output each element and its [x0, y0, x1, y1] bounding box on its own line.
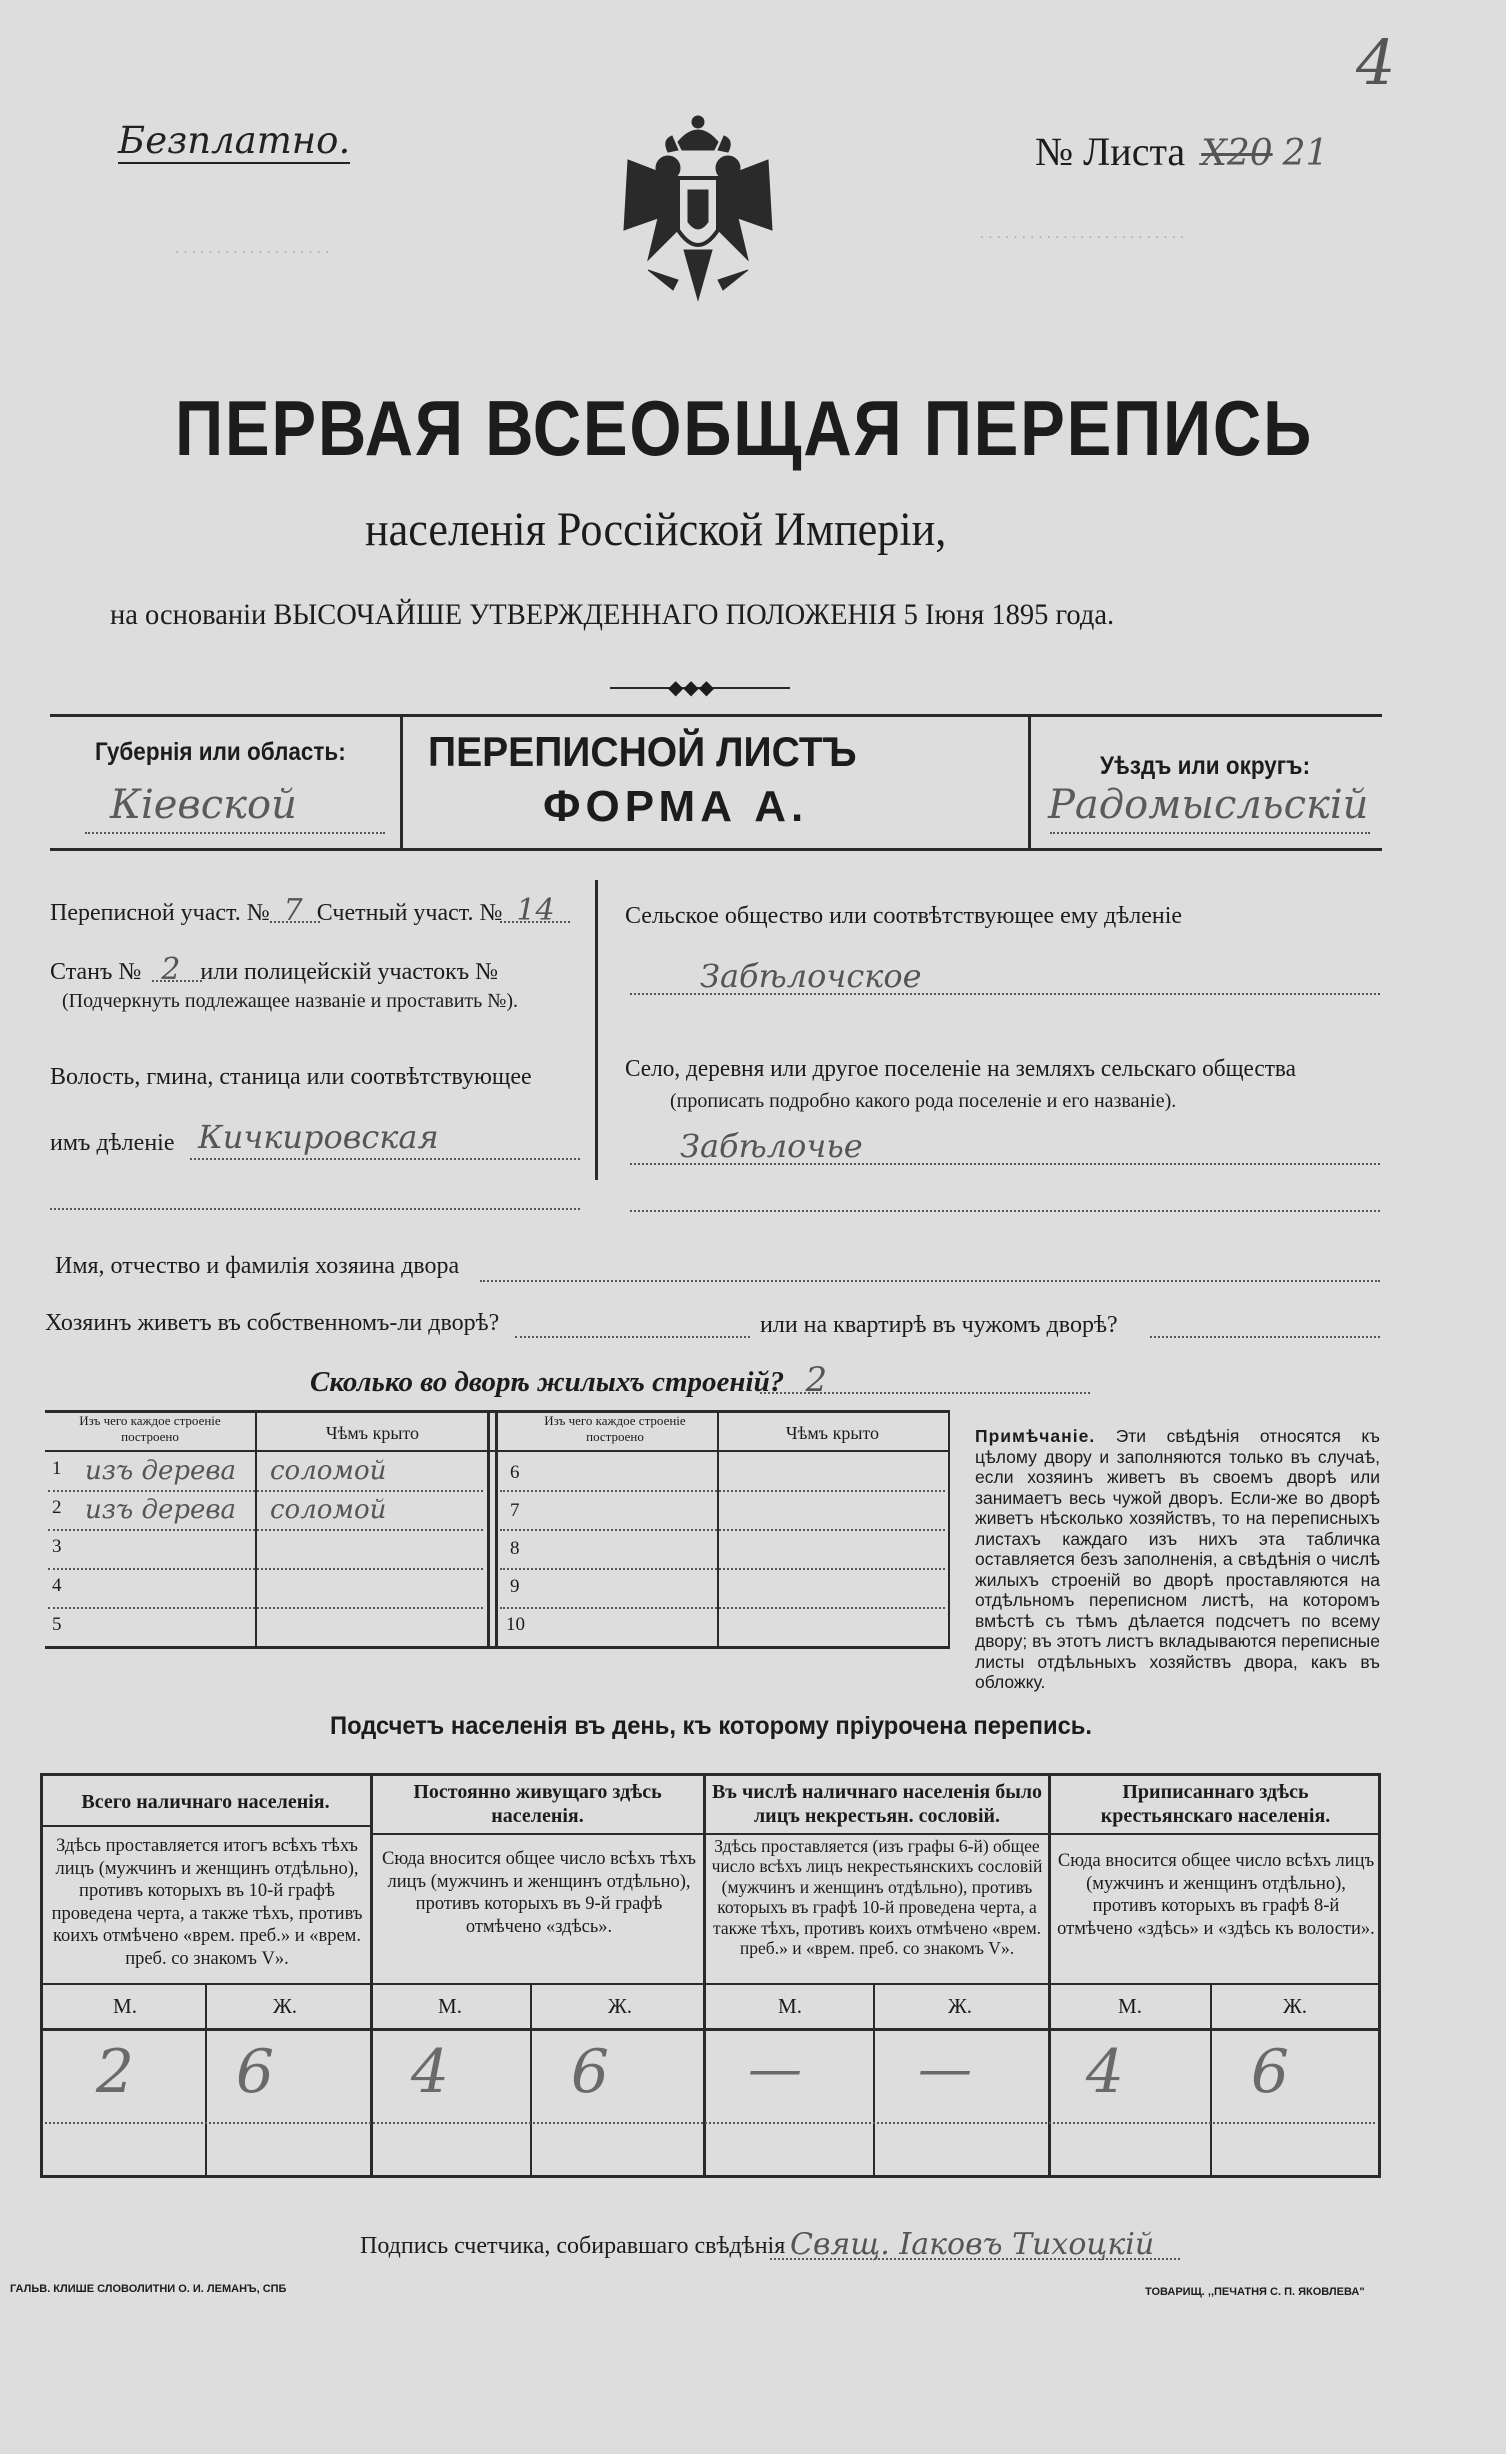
group4-head: Приписаннаго здѣсь крестьянскаго населенія. — [1100, 1781, 1331, 1828]
group4-m-value: 4 — [1085, 2037, 1125, 2107]
uezd-value: Радомысльскій — [1048, 782, 1369, 828]
corner-number: 4 — [1356, 26, 1396, 99]
buildings-row — [310, 1360, 827, 1400]
basis-line: на основаніи ВЫСОЧАЙШЕ УТВЕРЖДЕННАГО ПОЛОЖЕНІЯ 5 Іюня 1895 года. — [110, 598, 1115, 631]
group1-head: Всего наличнаго населенія. — [81, 1791, 330, 1813]
society-label: Сельское общество или соотвѣтствующее ему дѣленіе — [625, 903, 1183, 929]
village-label: Село, деревня или другое поселеніе на земляхъ сельскаго общества — [625, 1056, 1296, 1082]
owner-name-dots — [480, 1280, 1380, 1282]
signature-label: Подпись счетчика, собиравшаго свѣдѣнія — [360, 2233, 786, 2259]
village-note: (прописать подробно какого рода поселеніе и его названіе). — [670, 1090, 1177, 1112]
table-row: 9 — [510, 1576, 520, 1597]
village-value: Забѣлочье — [680, 1127, 863, 1165]
bleed-through-text: . . . . . . . . . . . . . . . . . . . — [175, 240, 330, 257]
group2-m-label: М. — [438, 1994, 462, 2018]
population-title: Подсчетъ населенія въ день, къ которому пріурочена перепись. — [330, 1712, 1092, 1740]
group4-f-label: Ж. — [1282, 1994, 1308, 2018]
sheet-number-label — [1035, 128, 1328, 175]
table-row: 8 — [510, 1538, 520, 1559]
form-header-divider-right — [1028, 714, 1031, 851]
volost-dots-2 — [50, 1208, 580, 1210]
owner-or-label: или на квартирѣ въ чужомъ дворѣ? — [760, 1312, 1118, 1338]
note-text: Эти свѣдѣнія относятся къ цѣлому двору и заполняются только въ случаѣ, если хозяинъ живетъ въ своемъ дворѣ или занимаетъ весь чужой дворъ. Если-же во дворѣ живетъ нѣсколько хозяйствъ, то на переписныхъ листахъ каждаго изъ нихъ эта табличка оставляется безъ заполненія, а свѣдѣнія о числѣ жилыхъ строеній во дворѣ проставляются на отдѣльномъ переписном листѣ, на которомъ вмѣстѣ съ тѣмъ дѣлается подсчетъ по всему двору; въ этотъ листъ вкладываются переписные листы отдѣльныхъ хозяйствъ двора, какъ въ обложку. — [975, 1426, 1380, 1692]
uezd-label: Уѣздъ или округъ: — [1100, 752, 1311, 780]
form-name: ФОРМА А. — [543, 782, 809, 831]
group3-m-label: М. — [778, 1994, 802, 2018]
note-title: Примѣчаніе. — [975, 1426, 1096, 1446]
row-material: изъ дерева — [85, 1495, 237, 1525]
group3-desc: Здѣсь проставляется (изъ графы 6-й) общее число всѣхъ лицъ некрестьянскихъ сословій (мужчинъ и женщинъ отдѣльно), противъ которыхъ въ графѣ 10-й проведена черта, а также тѣхъ, противъ коихъ отмѣчено «врем. преб.» и «врем. преб. со знакомъ V». — [711, 1836, 1043, 1959]
stan-label: Станъ № — [50, 959, 142, 985]
ornament-center: ◆◆◆ — [668, 677, 715, 699]
table-row: 5 — [52, 1614, 62, 1635]
owner-lives-dots — [515, 1336, 750, 1338]
uezd-dots — [1050, 832, 1370, 834]
table-row: 3 — [52, 1536, 62, 1557]
sheet-number: 21 — [1282, 133, 1329, 174]
society-dots — [630, 993, 1380, 995]
gubernia-label: Губернія или область: — [95, 738, 346, 766]
society-value: Забѣлочское — [700, 957, 922, 995]
row-roof: соломой — [270, 1456, 387, 1486]
volost-label-2: имъ дѣленіе — [50, 1130, 175, 1156]
village-dots — [630, 1163, 1380, 1165]
owner-or-dots — [1150, 1336, 1380, 1338]
count-label: Счетный участ. № — [316, 900, 503, 926]
bleed-through-text: . . . . . . . . . . . . . . . . . . . . . . . . . — [980, 225, 1185, 242]
district-label: Переписной участ. № — [50, 900, 270, 926]
group4-desc: Сюда вносится общее число всѣхъ лицъ (мужчинъ и женщинъ отдѣльно), противъ которыхъ въ графѣ 8-й отмѣчено «здѣсь» и «здѣсь къ волости». — [1057, 1851, 1375, 1939]
buildings-value: 2 — [805, 1360, 828, 1400]
footer-right: ТОВАРИЩ. ,,ПЕЧАТНЯ С. П. ЯКОВЛЕВА" — [1145, 2286, 1365, 2298]
table-row: 1 — [52, 1458, 62, 1479]
group4-m-label: М. — [1118, 1994, 1142, 2018]
double-headed-eagle-emblem — [618, 110, 778, 310]
volost-label: Волость, гмина, станица или соотвѣтствующее — [50, 1064, 532, 1090]
group4-f-value: 6 — [1250, 2037, 1290, 2107]
gubernia-dots — [85, 832, 385, 834]
village-dots-2 — [630, 1210, 1380, 1212]
group2-desc: Сюда вносится общее число всѣхъ тѣхъ лицъ (мужчинъ и женщинъ отдѣльно), противъ которыхъ въ 9-й графѣ отмѣчено «здѣсь». — [382, 1849, 696, 1937]
form-header-divider-left — [400, 714, 403, 851]
fields-divider — [595, 880, 598, 1180]
stan-suffix: или полицейскій участокъ № — [200, 959, 499, 985]
group2-m-value: 4 — [410, 2037, 450, 2107]
group1-f-label: Ж. — [272, 1994, 298, 2018]
group3-f-label: Ж. — [947, 1994, 973, 2018]
volost-value: Кичкировская — [198, 1118, 439, 1156]
gubernia-value: Кіевской — [110, 782, 297, 828]
subtitle: населенія Россійской Имперіи, — [365, 503, 947, 556]
signature-dots — [770, 2258, 1180, 2260]
district-value: 7 — [283, 893, 303, 928]
table-col2-header: Чѣмъ крыто — [325, 1423, 420, 1443]
group1-m-label: М. — [113, 1994, 137, 2018]
stan-row — [50, 952, 498, 987]
table-row: 2 — [52, 1497, 62, 1518]
form-header-top-rule — [50, 714, 1382, 717]
district-dots — [270, 921, 320, 923]
sheet-label: № Листа — [1035, 129, 1186, 174]
free-label: Безплатно. — [118, 119, 351, 162]
table-col1-header: Изъ чего каждое строеніе построено — [79, 1413, 221, 1444]
group3-head: Въ числѣ наличнаго населенія было лицъ некрестьян. сословій. — [711, 1781, 1043, 1828]
table-row: 6 — [510, 1462, 520, 1483]
owner-name-label: Имя, отчество и фамилія хозяина двора — [55, 1253, 460, 1279]
stan-dots — [152, 980, 202, 982]
group1-m-value: 2 — [95, 2037, 135, 2107]
table-row: 7 — [510, 1500, 520, 1521]
count-value: 14 — [516, 893, 555, 928]
row-roof: соломой — [270, 1495, 387, 1525]
form-header-bottom-rule — [50, 848, 1382, 851]
buildings-dots — [760, 1392, 1090, 1394]
owner-lives-label: Хозяинъ живетъ въ собственномъ-ли дворѣ? — [45, 1310, 500, 1336]
table-col2-header-right: Чѣмъ крыто — [785, 1423, 880, 1443]
group1-desc: Здѣсь проставляется итогъ всѣхъ тѣхъ лицъ (мужчинъ и женщинъ отдѣльно), противъ которыхъ въ 10-й графѣ проведена черта, а также тѣхъ, противъ коихъ отмѣчено «врем. преб.» и «врем. преб. со знакомъ V». — [51, 1836, 363, 1969]
group3-f-value: — — [918, 2037, 972, 2100]
group2-head: Постоянно живущаго здѣсь населенія. — [413, 1781, 662, 1828]
main-title: ПЕРВАЯ ВСЕОБЩАЯ ПЕРЕПИСЬ — [175, 384, 1314, 472]
table-col1-header-right: Изъ чего каждое строеніе построено — [544, 1413, 686, 1444]
group2-f-label: Ж. — [607, 1994, 633, 2018]
stan-note: (Подчеркнуть подлежащее названіе и проставить №). — [62, 990, 518, 1012]
table-row: 10 — [506, 1614, 525, 1635]
volost-dots — [190, 1158, 580, 1160]
signature-value: Свящ. Іаковъ Тихоцкій — [790, 2227, 1155, 2262]
group3-m-value: — — [748, 2037, 802, 2100]
table-row: 4 — [52, 1575, 62, 1596]
table-note — [975, 1426, 1380, 1693]
buildings-label: Сколько во дворѣ жилыхъ строеній? — [310, 1366, 785, 1398]
group1-f-value: 6 — [235, 2037, 275, 2107]
sheet-number-struck: X20 — [1201, 133, 1273, 174]
group2-f-value: 6 — [570, 2037, 610, 2107]
row-material: изъ дерева — [85, 1456, 237, 1486]
stan-value: 2 — [161, 952, 181, 987]
count-dots — [500, 921, 570, 923]
sheet-title: ПЕРЕПИСНОЙ ЛИСТЪ — [428, 728, 857, 775]
footer-left: ГАЛЬВ. КЛИШЕ СЛОВОЛИТНИ О. И. ЛЕМАНЪ, СПБ — [10, 2283, 287, 2295]
